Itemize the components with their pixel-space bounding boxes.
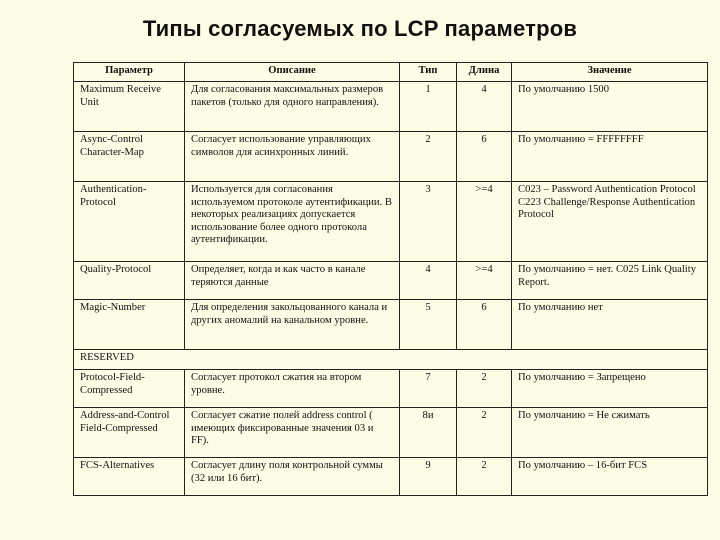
cell-type: 1 [400, 82, 457, 132]
cell-length: >=4 [457, 262, 512, 300]
cell-param: Protocol-Field-Compressed [74, 370, 185, 408]
table-row [74, 300, 708, 350]
cell-length: 2 [457, 458, 512, 496]
table-row [74, 408, 708, 458]
cell-param: Quality-Protocol [74, 262, 185, 300]
table-row [74, 262, 708, 300]
cell-value: По умолчанию нет [512, 300, 708, 350]
cell-desc: Определяет, когда и как часто в канале теряются данные [185, 262, 400, 300]
cell-type: 5 [400, 300, 457, 350]
cell-type: 7 [400, 370, 457, 408]
header-type: Тип [400, 63, 457, 82]
cell-empty [185, 350, 708, 370]
cell-value: По умолчанию = нет. C025 Link Quality Report. [512, 262, 708, 300]
cell-length: 6 [457, 132, 512, 182]
cell-length: 4 [457, 82, 512, 132]
cell-type: 2 [400, 132, 457, 182]
cell-desc: Согласует протокол сжатия на втором уровне. [185, 370, 400, 408]
table-row [74, 82, 708, 132]
slide-title: Типы согласуемых по LCP параметров [142, 16, 578, 41]
cell-desc: Используется для согласования используемом протоколе аутентификации. В некоторых реализациях допускается использование более одного протокола аутентификации. [185, 182, 400, 262]
cell-param: RESERVED [74, 350, 185, 370]
lcp-parameters-table [73, 62, 708, 496]
cell-param: Magic-Number [74, 300, 185, 350]
table-row [74, 370, 708, 408]
cell-type: 9 [400, 458, 457, 496]
table-row [74, 182, 708, 262]
cell-length: 2 [457, 408, 512, 458]
cell-type: 8и [400, 408, 457, 458]
header-desc: Описание [185, 63, 400, 82]
cell-desc: Согласует длину поля контрольной суммы (32 или 16 бит). [185, 458, 400, 496]
cell-desc: Для определения закольцованного канала и других аномалий на канальном уровне. [185, 300, 400, 350]
cell-desc: Для согласования максимальных размеров пакетов (только для одного направления). [185, 82, 400, 132]
header-length: Длина [457, 63, 512, 82]
cell-value: По умолчанию = FFFFFFFF [512, 132, 708, 182]
table-row-reserved [74, 350, 708, 370]
cell-desc: Согласует сжатие полей address control ( имеющих фиксированные значения 03 и FF). [185, 408, 400, 458]
cell-value: По умолчанию = Не сжимать [512, 408, 708, 458]
cell-length: >=4 [457, 182, 512, 262]
header-row [74, 63, 708, 82]
cell-param: Async-Control Character-Map [74, 132, 185, 182]
cell-value: C023 – Password Authentication Protocol C223 Challenge/Response Authentication Protocol [512, 182, 708, 262]
cell-length: 2 [457, 370, 512, 408]
cell-param: Maximum Receive Unit [74, 82, 185, 132]
header-param: Параметр [74, 63, 185, 82]
header-value: Значение [512, 63, 708, 82]
table-row [74, 132, 708, 182]
cell-desc: Согласует использование управляющих символов для асинхронных линий. [185, 132, 400, 182]
cell-param: FCS-Alternatives [74, 458, 185, 496]
cell-value: По умолчанию 1500 [512, 82, 708, 132]
cell-type: 4 [400, 262, 457, 300]
cell-length: 6 [457, 300, 512, 350]
table-row [74, 458, 708, 496]
cell-param: Authentication-Protocol [74, 182, 185, 262]
cell-value: По умолчанию – 16-бит FCS [512, 458, 708, 496]
cell-param: Address-and-Control Field-Compressed [74, 408, 185, 458]
cell-value: По умолчанию = Запрещено [512, 370, 708, 408]
cell-type: 3 [400, 182, 457, 262]
